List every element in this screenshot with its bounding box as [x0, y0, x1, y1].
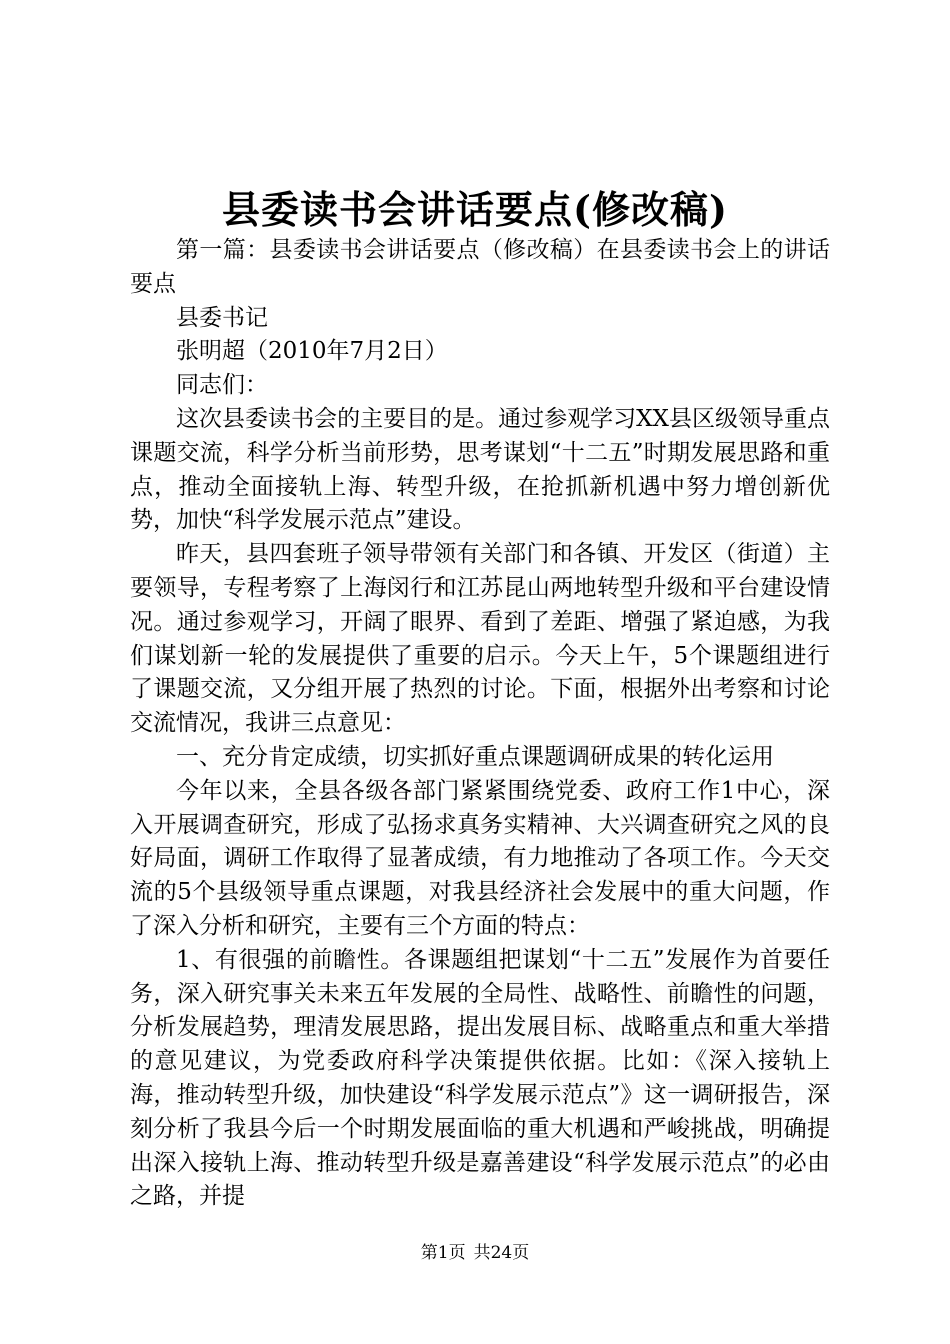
paragraph-salutation: 同志们： [176, 372, 268, 399]
paragraph-speaker-date: 张明超（2010年7月2日） [176, 338, 448, 365]
document-title: 县委读书会讲话要点(修改稿) [222, 187, 728, 232]
page-footer [0, 1241, 950, 1265]
paragraph-intro: 第一篇：县委读书会讲话要点（修改稿）在县委读书会上的讲话要点 [130, 237, 830, 297]
paragraph-achievements: 今年以来，全县各级各部门紧紧围绕党委、政府工作1中心，深入开展调查研究，形成了弘扬求真务实精神、大兴调查研究之风的良好局面，调研工作取得了显著成绩，有力地推动了各项工作。今天交流的5个县级领导重点课题，对我县经济社会发展中的重大问题，作了深入分析和研究，主要有三个方面的特点： [130, 777, 830, 939]
document-body [130, 234, 830, 1214]
paragraph-speaker-role: 县委书记 [176, 304, 268, 331]
paragraph-point-one: 1、有很强的前瞻性。各课题组把谋划“十二五”发展作为首要任务，深入研究事关未来五年发展的全局性、战略性、前瞻性的问题，分析发展趋势，理清发展思路，提出发展目标、战略重点和重大举措的意见建议，为党委政府科学决策提供依据。比如：《深入接轨上海，推动转型升级，加快建设“科学发展示范点”》这一调研报告，深刻分析了我县今后一个时期发展面临的重大机遇和严峻挑战，明确提出深入接轨上海、推动转型升级是嘉善建设“科学发展示范点”的必由之路，并提 [130, 946, 830, 1210]
paragraph-inspection: 昨天，县四套班子领导带领有关部门和各镇、开发区（街道）主要领导，专程考察了上海闵行和江苏昆山两地转型升级和平台建设情况。通过参观学习，开阔了眼界、看到了差距、增强了紧迫感，为我们谋划新一轮的发展提供了重要的启示。今天上午，5个课题组进行了课题交流，又分组开展了热烈的讨论。下面，根据外出考察和讨论交流情况，我讲三点意见： [130, 541, 830, 737]
page-number: 第1页 [420, 1243, 466, 1263]
page-total: 共24页 [473, 1243, 530, 1263]
section-heading-one: 一、充分肯定成绩，切实抓好重点课题调研成果的转化运用 [176, 743, 774, 770]
paragraph-purpose: 这次县委读书会的主要目的是。通过参观学习XX县区级领导重点课题交流，科学分析当前形势，思考谋划“十二五”时期发展思路和重点，推动全面接轨上海、转型升级，在抢抓新机遇中努力增创新优势，加快“科学发展示范点”建设。 [130, 405, 830, 534]
